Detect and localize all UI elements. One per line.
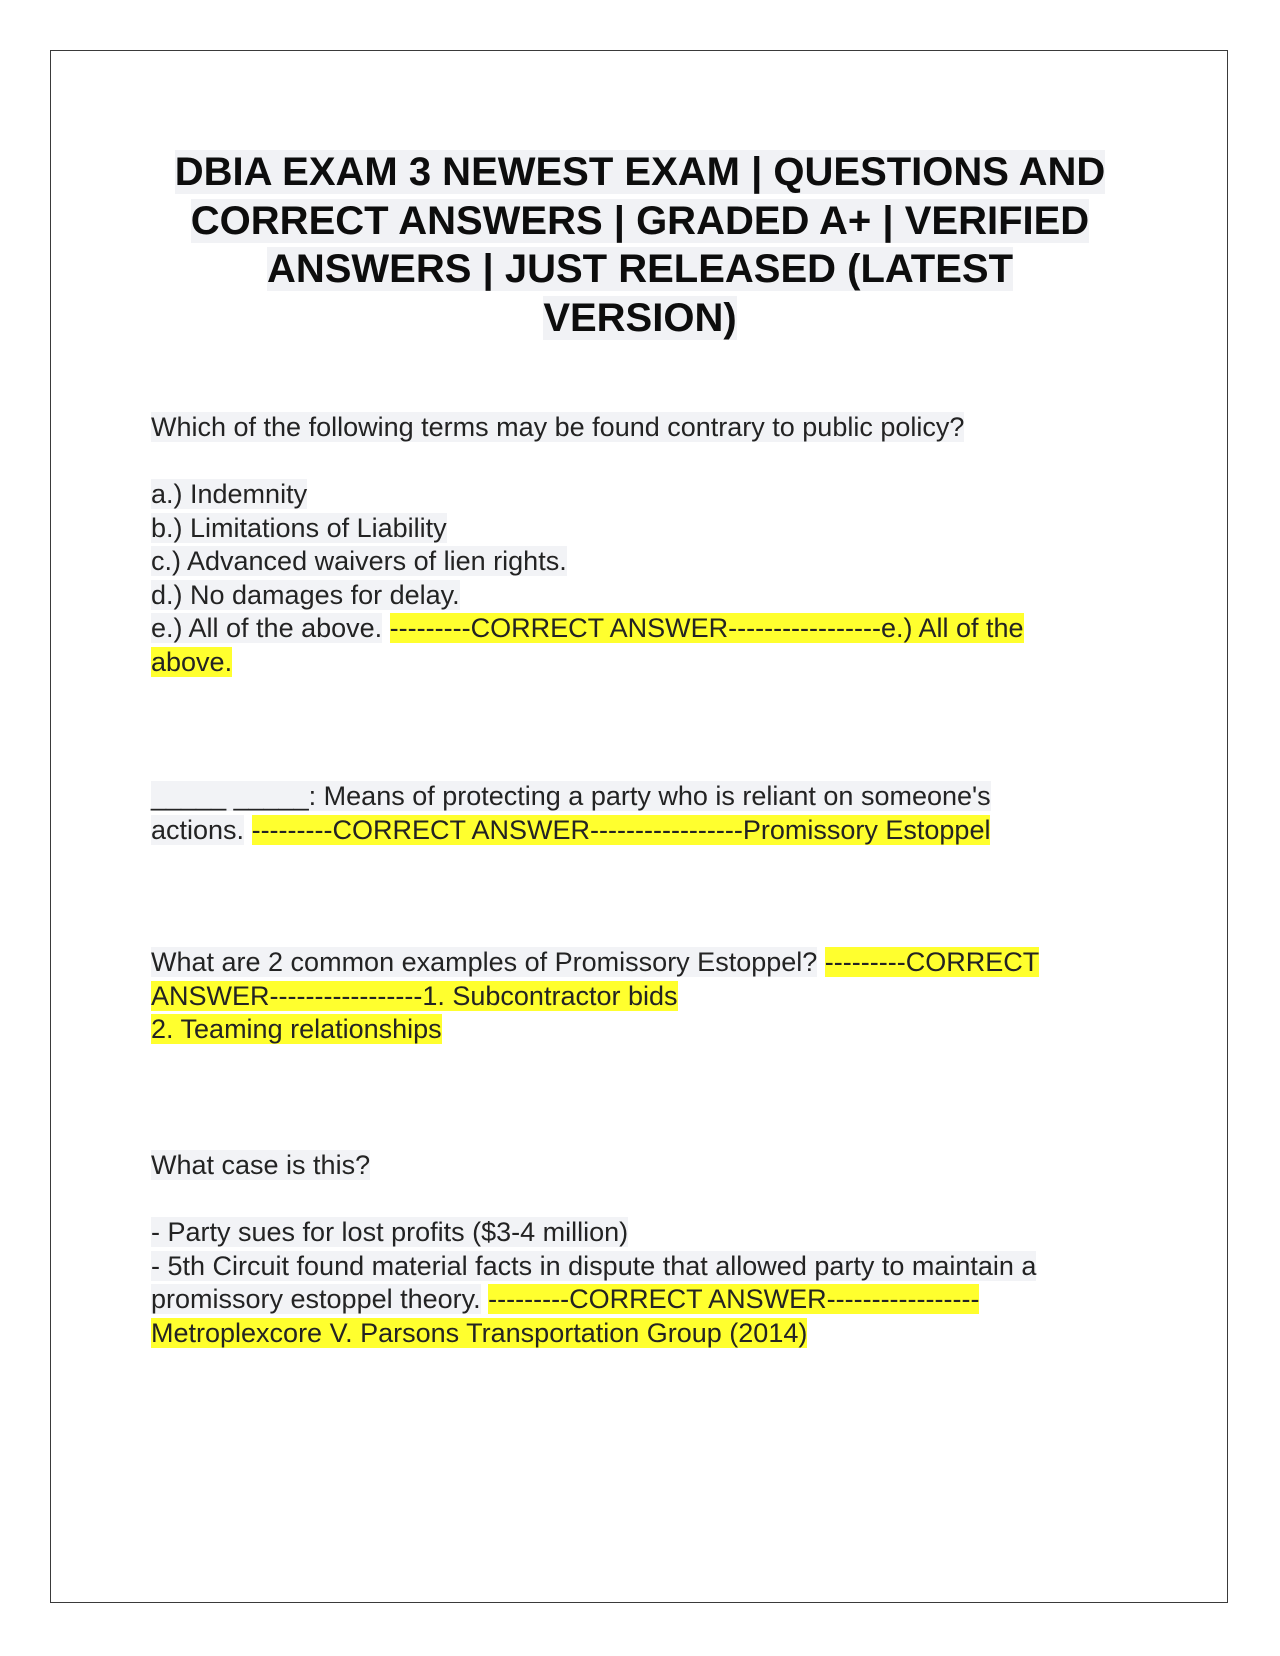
question-2-text-cont: actions. (151, 814, 245, 845)
question-4-text: What case is this? (151, 1150, 371, 1180)
title-line-3: ANSWERS | JUST RELEASED (LATEST (266, 247, 1014, 291)
question-3-answer: ---------CORRECT (824, 947, 1040, 977)
question-4-bullet-2: - 5th Circuit found material facts in dispute that allowed party to maintain a (151, 1250, 1037, 1281)
option-c: c.) Advanced waivers of lien rights. (151, 546, 567, 576)
question-4-details (151, 1216, 1131, 1350)
question-3 (151, 946, 1131, 1047)
question-1-options (151, 478, 1131, 679)
option-a: a.) Indemnity (151, 479, 308, 509)
question-3-text: What are 2 common examples of Promissory Estoppel? (151, 947, 818, 977)
title-line-2: CORRECT ANSWERS | GRADED A+ | VERIFIED (190, 198, 1090, 243)
question-4-prompt (151, 1149, 1131, 1183)
question-2 (151, 780, 1131, 847)
title-line-1: DBIA EXAM 3 NEWEST EXAM | QUESTIONS AND (174, 150, 1106, 194)
question-4-answer: ---------CORRECT ANSWER----------------- (488, 1284, 980, 1314)
question-1-answer-cont: above. (151, 646, 233, 677)
option-b: b.) Limitations of Liability (151, 512, 447, 543)
question-3-answer-cont: ANSWER-----------------1. Subcontractor bids (151, 980, 678, 1011)
title-line-4: VERSION) (543, 295, 737, 340)
question-1-text: Which of the following terms may be found contrary to public policy? (151, 412, 965, 442)
question-4-bullet-1: - Party sues for lost profits ($3-4 million) (151, 1217, 629, 1247)
question-3-answer-item-2: 2. Teaming relationships (151, 1014, 442, 1044)
question-2-text: _____ _____: Means of protecting a party who is reliant on someone's (151, 781, 991, 811)
option-e: e.) All of the above. (151, 613, 383, 643)
option-d: d.) No damages for delay. (151, 579, 460, 610)
question-2-answer: ---------CORRECT ANSWER-----------------Promissory Estoppel (251, 814, 991, 845)
question-4-answer-cont: Metroplexcore V. Parsons Transportation Group (2014) (151, 1317, 808, 1348)
question-1-answer: ---------CORRECT ANSWER-----------------e.) All of the (389, 613, 1024, 643)
document-title (150, 148, 1130, 342)
question-4-bullet-2-cont: promissory estoppel theory. (151, 1284, 481, 1314)
question-1-prompt (151, 411, 1131, 445)
